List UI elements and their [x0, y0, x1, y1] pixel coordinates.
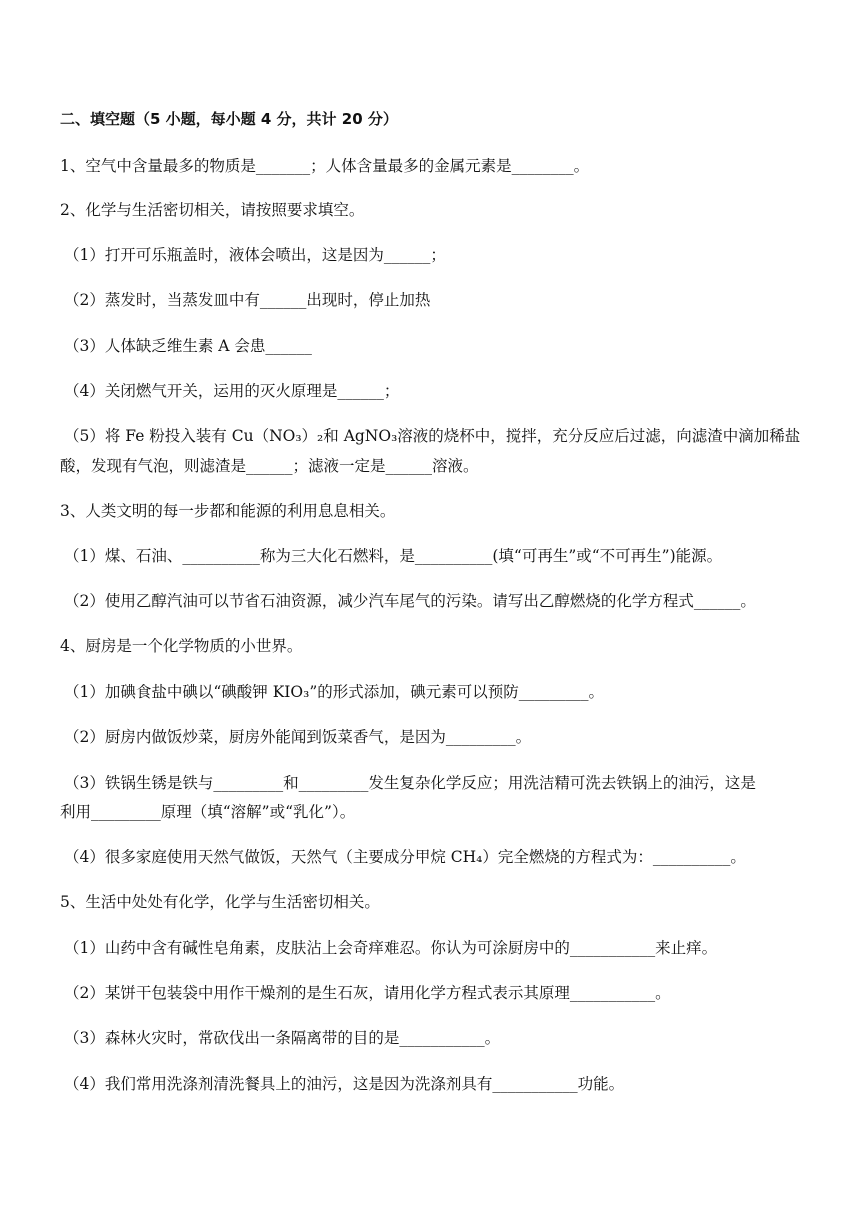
question-2-part-2: （2）蒸发时，当蒸发皿中有______出现时，停止加热: [64, 291, 431, 309]
question-3-part-1: （1）煤、石油、__________称为三大化石燃料，是__________(填“可再生”或“不可再生”)能源。: [64, 547, 723, 565]
question-4-part-3-continued: 利用_________原理（填“溶解”或“乳化”）。: [60, 803, 356, 821]
section-heading: 二、填空题（5 小题，每小题 4 分，共计 20 分）: [60, 110, 398, 128]
question-5-part-4: （4）我们常用洗涤剂清洗餐具上的油污，这是因为洗涤剂具有___________功能。: [64, 1075, 625, 1093]
question-1: 1、空气中含量最多的物质是_______；人体含量最多的金属元素是________。: [60, 157, 590, 175]
question-5-part-2: （2）某饼干包装袋中用作干燥剂的是生石灰，请用化学方程式表示其原理___________。: [64, 984, 671, 1002]
question-4-part-4: （4）很多家庭使用天然气做饭，天然气（主要成分甲烷 CH₄）完全燃烧的方程式为：__________。: [64, 848, 746, 866]
question-2-part-5-continued: 酸，发现有气泡，则滤渣是______；滤液一定是______溶液。: [60, 457, 479, 475]
question-2-part-1: （1）打开可乐瓶盖时，液体会喷出，这是因为______；: [64, 246, 446, 264]
question-5-part-1: （1）山药中含有碱性皂角素，皮肤沾上会奇痒难忍。你认为可涂厨房中的___________来止痒。: [64, 939, 718, 957]
question-2: 2、化学与生活密切相关，请按照要求填空。: [60, 201, 365, 219]
question-4-part-3: （3）铁锅生锈是铁与_________和_________发生复杂化学反应；用洗洁精可洗去铁锅上的油污，这是: [64, 774, 756, 792]
question-2-part-3: （3）人体缺乏维生素 A 会患______: [64, 337, 312, 355]
question-4: 4、厨房是一个化学物质的小世界。: [60, 637, 303, 655]
question-4-part-2: （2）厨房内做饭炒菜，厨房外能闻到饭菜香气，是因为_________。: [64, 728, 532, 746]
question-2-part-4: （4）关闭燃气开关，运用的灭火原理是______；: [64, 382, 400, 400]
question-5-part-3: （3）森林火灾时，常砍伐出一条隔离带的目的是___________。: [64, 1029, 501, 1047]
question-4-part-1: （1）加碘食盐中碘以“碘酸钾 KIO₃”的形式添加，碘元素可以预防_________。: [64, 683, 605, 701]
question-3-part-2: （2）使用乙醇汽油可以节省石油资源，减少汽车尾气的污染。请写出乙醇燃烧的化学方程式______。: [64, 592, 756, 610]
question-2-part-5: （5）将 Fe 粉投入装有 Cu（NO₃）₂和 AgNO₃溶液的烧杯中，搅拌，充分反应后过滤，向滤渣中滴加稀盐: [64, 427, 801, 445]
question-3: 3、人类文明的每一步都和能源的利用息息相关。: [60, 502, 396, 520]
question-5: 5、生活中处处有化学，化学与生活密切相关。: [60, 893, 380, 911]
